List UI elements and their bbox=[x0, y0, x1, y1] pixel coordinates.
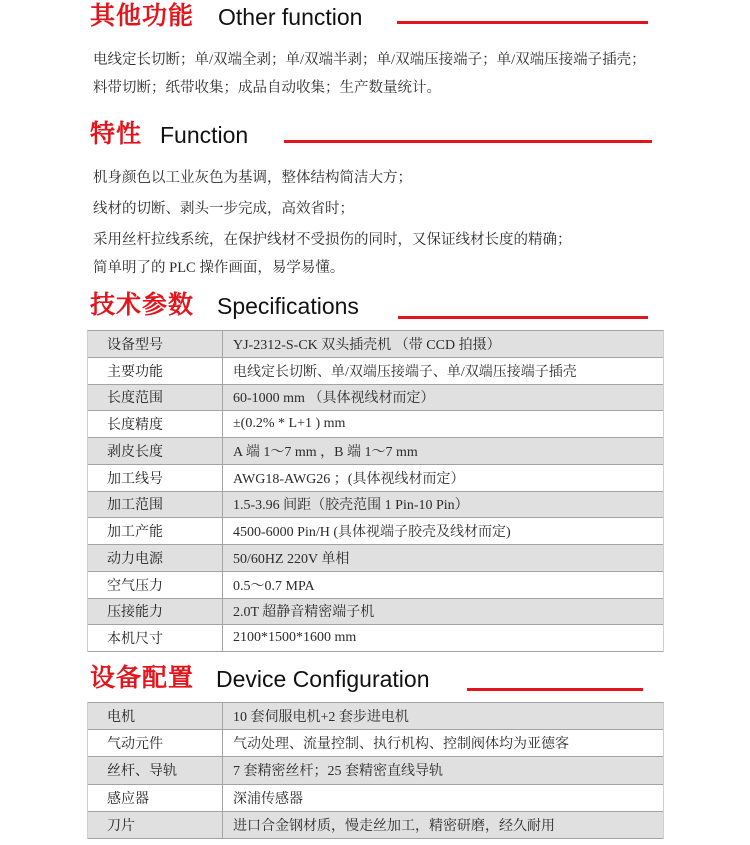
spec-label: 长度精度 bbox=[88, 411, 223, 437]
features-title-en: Function bbox=[160, 122, 249, 148]
config-value: 深浦传感器 bbox=[233, 791, 303, 807]
spec-label: 加工线号 bbox=[88, 465, 223, 491]
feature-line: 线材的切断、剥头一步完成，高效省时； bbox=[93, 201, 354, 217]
spec-label: 空气压力 bbox=[88, 572, 223, 598]
spec-row-wire-gauge bbox=[88, 465, 663, 492]
spec-row-power bbox=[88, 545, 663, 572]
spec-value: 0.5～0.7 MPA bbox=[233, 578, 315, 594]
other-function-heading bbox=[0, 0, 750, 32]
spec-value: 4500-6000 Pin/H (具体视端子胶壳及线材而定) bbox=[233, 525, 511, 541]
spec-label: 剥皮长度 bbox=[88, 438, 223, 464]
configuration-title-en: Device Configuration bbox=[216, 666, 430, 692]
spec-row-process-range bbox=[88, 492, 663, 519]
feature-line: 简单明了的 PLC 操作画面，易学易懂。 bbox=[93, 260, 345, 276]
features-heading bbox=[0, 118, 750, 150]
config-row-sensor bbox=[88, 785, 663, 812]
spec-row-length-range bbox=[88, 385, 663, 412]
other-function-line: 料带切断；纸带收集；成品自动收集；生产数量统计。 bbox=[93, 80, 441, 96]
spec-row-capacity bbox=[88, 518, 663, 545]
config-row-blade bbox=[88, 812, 663, 839]
spec-value: YJ-2312-S-CK 双头插壳机 （带 CCD 拍摄） bbox=[233, 337, 501, 353]
spec-row-crimp-capacity bbox=[88, 599, 663, 626]
spec-value: AWG18-AWG26 ；(具体视线材而定） bbox=[233, 471, 465, 487]
spec-label: 动力电源 bbox=[88, 545, 223, 571]
spec-value: 2.0T 超静音精密端子机 bbox=[233, 605, 375, 621]
configuration-heading bbox=[0, 662, 750, 694]
config-value: 10 套伺服电机+2 套步进电机 bbox=[233, 710, 409, 726]
heading-rule bbox=[398, 316, 648, 319]
specifications-title-cn: 技术参数 bbox=[90, 290, 195, 319]
spec-row-length-accuracy bbox=[88, 411, 663, 438]
configuration-title-cn: 设备配置 bbox=[90, 663, 195, 692]
config-label: 气动元件 bbox=[88, 730, 223, 756]
spec-row-main-function bbox=[88, 358, 663, 385]
heading-rule bbox=[397, 21, 648, 24]
spec-label: 长度范围 bbox=[88, 385, 223, 411]
spec-value: 60-1000 mm （具体视线材而定） bbox=[233, 391, 435, 407]
features-title-cn: 特性 bbox=[90, 119, 143, 148]
config-value: 气动处理、流量控制、执行机构、控制阀体均为亚德客 bbox=[233, 737, 569, 753]
spec-value: 50/60HZ 220V 单相 bbox=[233, 551, 350, 567]
config-value: 7 套精密丝杆；25 套精密直线导轨 bbox=[233, 764, 443, 780]
spec-value: ±(0.2% * L+1 ) mm bbox=[233, 416, 346, 432]
spec-label: 主要功能 bbox=[88, 358, 223, 384]
config-label: 丝杆、导轨 bbox=[88, 757, 223, 783]
spec-label: 本机尺寸 bbox=[88, 625, 223, 651]
other-function-title-en: Other function bbox=[218, 4, 363, 30]
config-label: 电机 bbox=[88, 703, 223, 729]
other-function-title-cn: 其他功能 bbox=[90, 1, 195, 30]
spec-label: 压接能力 bbox=[88, 599, 223, 625]
spec-value: A 端 1～7 mm ，B 端 1～7 mm bbox=[233, 444, 418, 460]
heading-rule bbox=[467, 688, 643, 691]
spec-value: 电线定长切断、单/双端压接端子、单/双端压接端子插壳 bbox=[233, 364, 577, 380]
spec-label: 设备型号 bbox=[88, 331, 223, 357]
other-function-line: 电线定长切断；单/双端全剥；单/双端半剥；单/双端压接端子；单/双端压接端子插壳； bbox=[93, 52, 646, 68]
feature-line: 机身颜色以工业灰色为基调，整体结构简洁大方； bbox=[93, 170, 412, 186]
spec-row-dimensions bbox=[88, 625, 663, 652]
spec-label: 加工产能 bbox=[88, 518, 223, 544]
spec-value: 1.5-3.96 间距（胶壳范围 1 Pin-10 Pin） bbox=[233, 498, 469, 514]
spec-row-model bbox=[88, 331, 663, 358]
config-row-pneumatics bbox=[88, 730, 663, 757]
configuration-table bbox=[87, 702, 664, 839]
heading-rule bbox=[284, 140, 652, 143]
spec-value: 2100*1500*1600 mm bbox=[233, 630, 357, 646]
config-row-screw-guide bbox=[88, 757, 663, 784]
config-row-motor bbox=[88, 703, 663, 730]
spec-row-air-pressure bbox=[88, 572, 663, 599]
config-label: 感应器 bbox=[88, 785, 223, 811]
config-label: 刀片 bbox=[88, 812, 223, 838]
specifications-title-en: Specifications bbox=[217, 293, 359, 319]
spec-label: 加工范围 bbox=[88, 492, 223, 518]
specifications-table bbox=[87, 330, 664, 652]
specifications-heading bbox=[0, 289, 750, 321]
feature-line: 采用丝杆拉线系统，在保护线材不受损伤的同时，又保证线材长度的精确； bbox=[93, 232, 572, 248]
config-value: 进口合金钢材质，慢走丝加工，精密研磨，经久耐用 bbox=[233, 818, 555, 834]
spec-row-strip-length bbox=[88, 438, 663, 465]
